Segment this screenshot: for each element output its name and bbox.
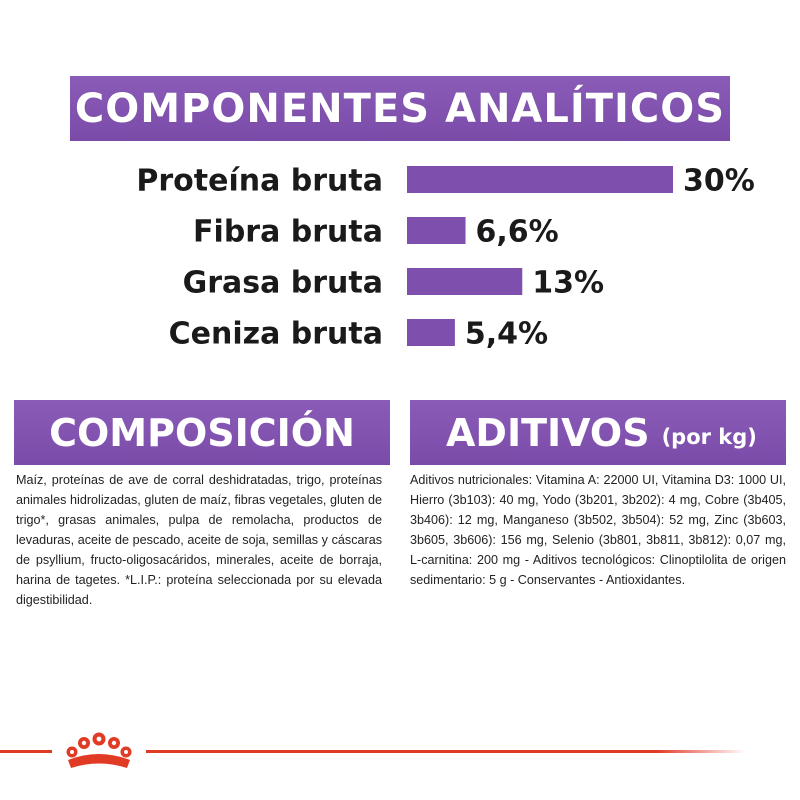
additives-unit: (por kg) bbox=[661, 424, 757, 449]
bar bbox=[407, 217, 466, 244]
additives-banner bbox=[410, 400, 786, 465]
bar bbox=[407, 319, 455, 346]
analytic-components-title: COMPONENTES ANALÍTICOS bbox=[74, 85, 726, 132]
value-label: 30% bbox=[683, 163, 755, 199]
category-label: Grasa bruta bbox=[182, 265, 383, 301]
bar bbox=[407, 268, 522, 295]
composition-text: Maíz, proteínas de ave de corral deshidratadas, trigo, proteínas animales hidrolizadas, gluten de maíz, fibras vegetales, gluten de trigo*, grasas animales, pulpa de remolacha, productos de levaduras, aceite de pescado, aceite de soja, semillas y cáscaras de psyllium, fructo-oligosacáridos, minerales, aceite de borraja, harina de tagetes. *L.I.P.: proteína seleccionada por su elevada digestibilidad. bbox=[16, 473, 382, 607]
composition-title: COMPOSICIÓN bbox=[49, 410, 355, 455]
category-label: Proteína bruta bbox=[136, 163, 383, 199]
category-label: Ceniza bruta bbox=[168, 316, 383, 350]
footer-line-right bbox=[146, 750, 746, 753]
analytic-bar-chart bbox=[0, 150, 800, 350]
value-label: 6,6% bbox=[475, 214, 559, 250]
analytic-components-banner bbox=[70, 76, 730, 141]
value-label: 13% bbox=[532, 265, 605, 301]
royal-crown-logo bbox=[54, 726, 144, 776]
footer-line-left bbox=[0, 750, 52, 753]
category-label: Fibra bruta bbox=[193, 214, 383, 250]
additives-title: ADITIVOS bbox=[446, 410, 650, 455]
value-label: 5,4% bbox=[464, 316, 549, 350]
additives-text: Aditivos nutricionales: Vitamina A: 22000 UI, Vitamina D3: 1000 UI, Hierro (3b103): 40 mg, Yodo (3b201, 3b202): 4 mg, Cobre (3b405, 3b406): 12 mg, Manganeso (3b502, 3b504): 52 mg, Zinc (3b603, 3b605, 3b606): 156 mg, Selenio (3b801, 3b811, 3b812): 0,07 mg, L-carnitina: 200 mg - Aditivos tecnológicos: Clinoptilolita de origen sedimentario: 5 g - Conservantes - Antioxidantes. bbox=[410, 473, 786, 587]
bar bbox=[407, 166, 673, 193]
composition-banner bbox=[14, 400, 390, 465]
